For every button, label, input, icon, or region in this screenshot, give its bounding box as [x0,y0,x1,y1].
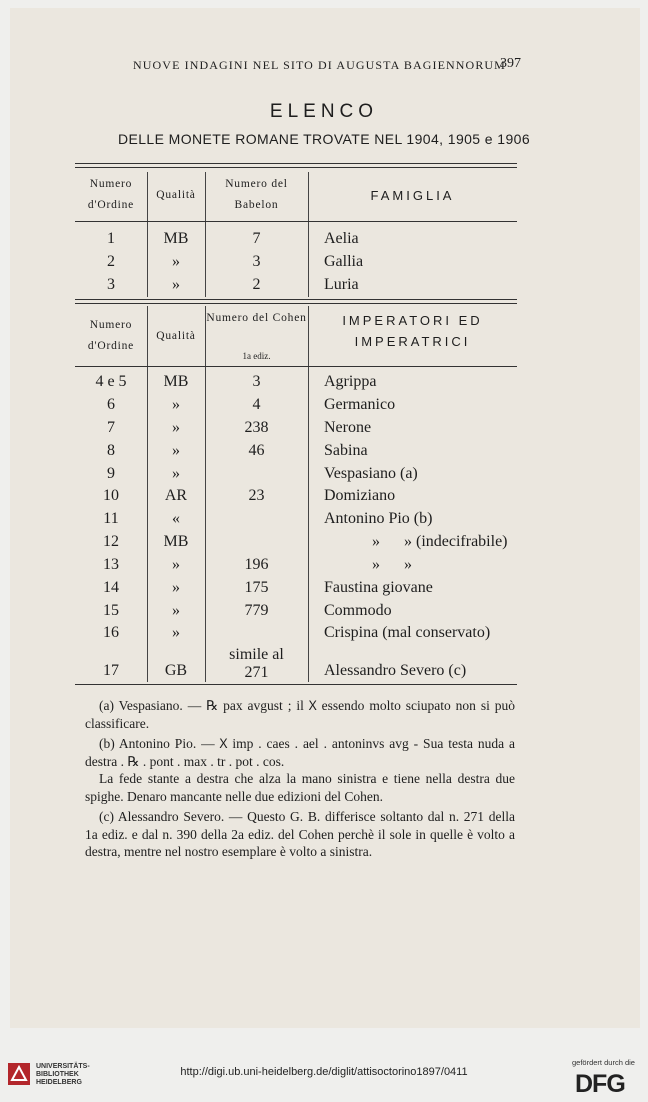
t2-r12-famiglia: Crispina (mal conservato) [324,624,491,641]
t1-r2-ordine: 2 [107,253,115,270]
t2-r2-ordine: 6 [107,396,115,413]
t2-r1-qualita: MB [163,373,189,390]
footnote-a: (a) Vespasiano. — ℞ pax avgust ; il 𐊴 essendo molto sciupato non si può classificare. [85,698,515,731]
t2-r9-qualita: » [172,556,180,573]
t2-r4-qualita: » [172,442,180,459]
t2-r4-ordine: 8 [107,442,115,459]
t2-r1-numero: 3 [252,373,261,390]
funded-by-label: gefördert durch die [572,1058,635,1067]
table1-header-rule [75,221,517,222]
footer-bar [0,1030,648,1102]
t1-r1-qualita: MB [163,230,189,247]
running-head-title: NUOVE INDAGINI NEL SITO DI AUGUSTA BAGIENNORUM [133,58,506,72]
t2-r13-famiglia: Alessandro Severo (c) [324,662,467,679]
page-subtitle: DELLE MONETE ROMANE TROVATE NEL 1904, 1905 e 1906 [117,131,531,147]
t1-r2-famiglia: Gallia [324,253,364,270]
t2-r11-numero: 779 [244,602,269,619]
table1-header-ordine: Numero d'Ordine [87,178,135,211]
t2-r4-famiglia: Sabina [324,442,368,459]
table2-header-rule [75,366,517,367]
t1-r2-qualita: » [172,253,180,270]
footnote-b-continued: La fede stante a destra che alza la mano sinistra e tiene nella destra due spighe. Denaro mancante nelle due edizioni del Cohen. [85,771,515,804]
t2-r12-ordine: 16 [103,624,119,641]
t2-r6-numero: 23 [248,487,265,504]
t1-r3-numero: 2 [252,276,261,293]
table2-header-famiglia: IMPERATORI ED IMPERATRICI [342,313,483,349]
footnotes [85,697,515,861]
table2-header-ordine: Numero d'Ordine [87,319,135,352]
t1-r3-ordine: 3 [107,276,115,293]
t2-r13-numero-prefix: simile al [229,646,284,663]
t2-r2-qualita: » [172,396,180,413]
t2-r6-famiglia: Domiziano [324,487,396,504]
t2-r5-ordine: 9 [107,465,115,482]
t1-r1-numero: 7 [252,230,261,247]
table1-header-qualita: Qualità [156,189,196,201]
table2-header-numero: Numero del Cohen [206,312,307,324]
t2-r10-ordine: 14 [103,579,119,596]
footnote-c: (c) Alessandro Severo. — Questo G. B. differisce soltanto dal n. 271 della 1a ediz. e dal n. 390 della 2a ediz. del Cohen perchè il sole in quelle è volto a destra, mentre nel nostro esemplare è volto a sinistra. [85,809,515,859]
t2-r8-famiglia: » » (indecifrabile) [372,533,508,550]
t2-r5-famiglia: Vespasiano (a) [324,465,418,482]
t2-r2-numero: 4 [252,396,261,413]
page-url[interactable]: http://digi.ub.uni-heidelberg.de/diglit/attisoctorino1897/0411 [180,1066,468,1078]
t2-r3-ordine: 7 [107,419,115,436]
table2-top-rule [75,299,517,300]
t2-r10-numero: 175 [244,579,269,596]
t2-r3-qualita: » [172,419,180,436]
t2-r1-famiglia: Agrippa [324,373,377,390]
table2-top-rule-2 [75,303,517,304]
t2-r9-ordine: 13 [103,556,119,573]
table1-top-rule-2 [75,167,517,168]
t2-r11-famiglia: Commodo [324,602,392,619]
page-number: 397 [500,56,521,71]
t2-r3-famiglia: Nerone [324,419,372,436]
library-name: UNIVERSITÄTS- BIBLIOTHEK HEIDELBERG [36,1063,90,1086]
footnote-b: (b) Antonino Pio. — 𐊴 imp . caes . ael . antoninvs avg - Sua testa nuda a destra . ℞ . pont . max . tr . pot . cos. [85,736,515,769]
table2-header-edizione: 1a ediz. [242,351,271,361]
t2-r10-qualita: » [172,579,180,596]
page-title: ELENCO [269,101,379,122]
t1-r1-famiglia: Aelia [324,230,359,247]
table1-top-rule [75,163,517,164]
t2-r13-ordine: 17 [103,662,119,679]
table2-divider-3 [308,306,309,682]
t2-r5-qualita: » [172,465,180,482]
t2-r3-numero: 238 [244,419,269,436]
t2-r8-ordine: 12 [103,533,119,550]
t2-r9-numero: 196 [244,556,269,573]
t1-r1-ordine: 1 [107,230,115,247]
t2-r7-qualita: « [172,510,180,527]
t2-r4-numero: 46 [248,442,265,459]
t1-r2-numero: 3 [252,253,261,270]
t2-r9-famiglia: » » [372,556,412,573]
table2-header-qualita: Qualità [156,330,196,342]
t2-r8-qualita: MB [163,533,189,550]
table1-header-famiglia: FAMIGLIA [370,188,455,203]
table1-header-numero: Numero del Babelon [225,178,288,211]
t2-r11-ordine: 15 [103,602,119,619]
dfg-logo: DFG [575,1070,625,1098]
t2-r7-famiglia: Antonino Pio (b) [324,510,433,527]
t2-r10-famiglia: Faustina giovane [324,579,433,596]
table2-bottom-rule [75,684,517,685]
t2-r2-famiglia: Germanico [324,396,396,413]
t2-r6-ordine: 10 [103,487,119,504]
t1-r3-qualita: » [172,276,180,293]
t2-r11-qualita: » [172,602,180,619]
t2-r7-ordine: 11 [103,510,119,527]
t2-r13-numero: 271 [244,664,269,681]
t2-r12-qualita: » [172,624,180,641]
t2-r6-qualita: AR [164,487,188,504]
t2-r1-ordine: 4 e 5 [95,373,127,390]
t1-r3-famiglia: Luria [324,276,359,293]
t2-r13-qualita: GB [164,662,188,679]
